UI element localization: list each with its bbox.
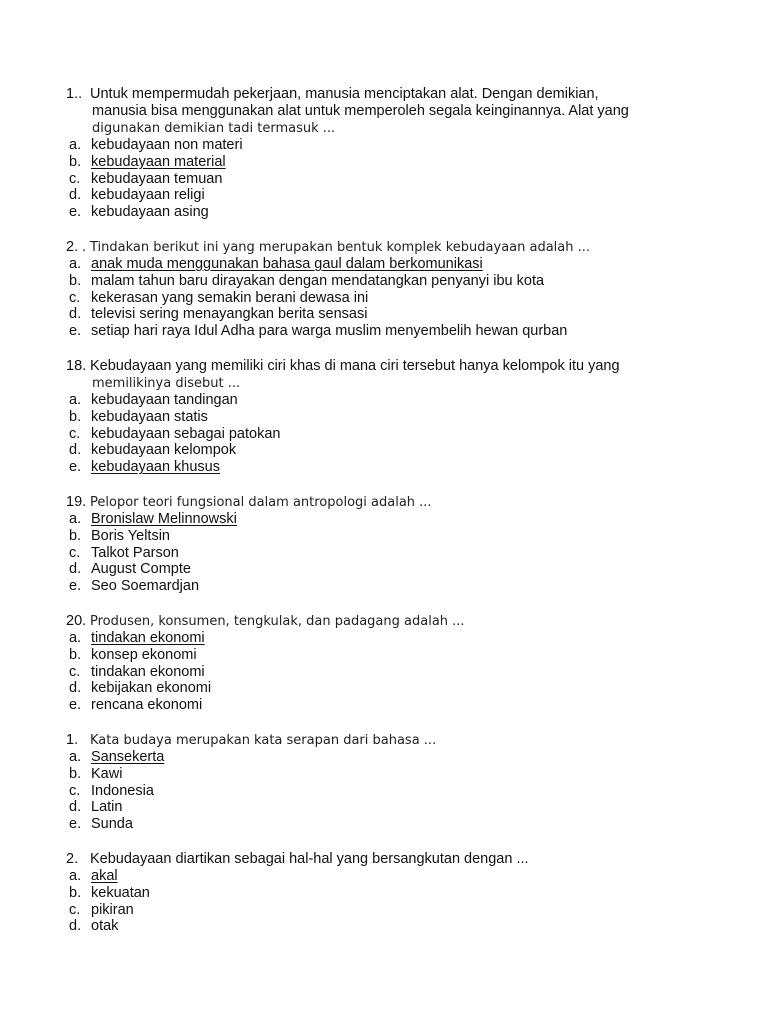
option-letter: e. (69, 697, 82, 714)
option-letter: a. (69, 391, 82, 408)
option-letter: c. (69, 782, 81, 799)
option-text: malam tahun baru dirayakan dengan mendatangkan penyanyi ibu kota (91, 272, 545, 289)
option-text: kebudayaan sebagai patokan (91, 425, 281, 442)
option-letter: b. (69, 765, 82, 782)
answer-option (0, 630, 768, 647)
answer-option (0, 273, 768, 290)
option-text-marked-answer: tindakan ekonomi (91, 629, 205, 646)
answer-option (0, 545, 768, 562)
question-stem-line (0, 86, 768, 103)
question-stem-text: memilikinya disebut ... (92, 375, 241, 391)
question-stem-line (0, 375, 768, 392)
answer-option (0, 647, 768, 664)
option-text-marked-answer: Bronislaw Melinnowski (91, 510, 237, 527)
option-text: kebudayaan non materi (91, 137, 243, 153)
question-item (0, 851, 768, 935)
option-text-marked-answer: anak muda menggunakan bahasa gaul dalam berkomunikasi (91, 255, 483, 272)
answer-option (0, 868, 768, 885)
option-letter: c. (69, 289, 81, 306)
answer-option (0, 680, 768, 697)
question-item (0, 613, 768, 714)
option-text: televisi sering menayangkan berita sensasi (91, 306, 368, 323)
option-letter: c. (69, 544, 81, 561)
question-item (0, 358, 768, 476)
option-letter: d. (69, 187, 82, 204)
answer-option (0, 137, 768, 154)
option-text: pikiran (91, 901, 134, 918)
option-text: Boris Yeltsin (91, 527, 170, 544)
answer-option (0, 306, 768, 323)
option-letter: d. (69, 442, 82, 459)
option-letter: b. (69, 408, 82, 425)
option-letter: a. (69, 255, 82, 272)
question-number: 2. . (66, 238, 87, 255)
option-letter: d. (69, 306, 82, 323)
option-letter: b. (69, 153, 82, 170)
option-text: Talkot Parson (91, 544, 179, 561)
option-letter: d. (69, 561, 82, 578)
option-text-marked-answer: kebudayaan khusus (91, 459, 220, 476)
answer-option (0, 799, 768, 816)
question-stem-line (0, 851, 768, 868)
option-letter: e. (69, 323, 82, 340)
option-letter: c. (69, 425, 81, 442)
option-letter: a. (69, 137, 82, 153)
answer-option (0, 290, 768, 307)
question-number: 19. (66, 493, 87, 510)
answer-option (0, 885, 768, 902)
question-stem-line (0, 239, 768, 256)
answer-option (0, 409, 768, 426)
answer-option (0, 204, 768, 221)
answer-option (0, 749, 768, 766)
option-text: kebudayaan statis (91, 408, 208, 425)
option-text: Indonesia (91, 782, 154, 799)
question-stem-text: Untuk mempermudah pekerjaan, manusia menciptakan alat. Dengan demikian, (90, 86, 599, 102)
option-text-marked-answer: akal (91, 867, 118, 884)
option-text: kekuatan (91, 884, 150, 901)
question-number: 2. (66, 850, 79, 867)
answer-option (0, 154, 768, 171)
option-letter: c. (69, 663, 81, 680)
question-stem-line (0, 120, 768, 137)
answer-option (0, 426, 768, 443)
question-stem-text: Tindakan berikut ini yang merupakan bentuk komplek kebudayaan adalah ... (90, 239, 591, 255)
option-letter: e. (69, 578, 82, 595)
option-letter: d. (69, 680, 82, 697)
option-text-marked-answer: Sansekerta (91, 748, 165, 765)
option-text: August Compte (91, 561, 191, 578)
answer-option (0, 697, 768, 714)
question-stem-line (0, 103, 768, 120)
question-stem-line (0, 732, 768, 749)
option-letter: a. (69, 748, 82, 765)
answer-option (0, 171, 768, 188)
option-letter: e. (69, 459, 82, 476)
option-letter: b. (69, 646, 82, 663)
question-stem-line (0, 358, 768, 375)
option-text: konsep ekonomi (91, 646, 197, 663)
question-item (0, 239, 768, 340)
answer-option (0, 783, 768, 800)
answer-option (0, 511, 768, 528)
question-number: 1. (66, 731, 79, 748)
option-letter: a. (69, 510, 82, 527)
question-document (0, 86, 768, 953)
question-stem-text: Pelopor teori fungsional dalam antropologi adalah ... (90, 494, 432, 510)
option-text: Latin (91, 799, 123, 816)
answer-option (0, 187, 768, 204)
option-letter: b. (69, 272, 82, 289)
answer-option (0, 256, 768, 273)
answer-option (0, 442, 768, 459)
option-text: otak (91, 918, 119, 935)
question-number: 18. (66, 357, 87, 374)
question-item (0, 494, 768, 595)
answer-option (0, 902, 768, 919)
option-text: kebijakan ekonomi (91, 680, 212, 697)
option-letter: d. (69, 799, 82, 816)
option-text: Sunda (91, 816, 133, 833)
question-item (0, 732, 768, 833)
question-stem-text: Kebudayaan diartikan sebagai hal-hal yang bersangkutan dengan ... (90, 850, 529, 867)
option-letter: c. (69, 901, 81, 918)
option-letter: b. (69, 884, 82, 901)
question-item (0, 86, 768, 221)
option-letter: e. (69, 816, 82, 833)
option-letter: e. (69, 204, 82, 221)
answer-option (0, 578, 768, 595)
answer-option (0, 528, 768, 545)
question-number: 20. (66, 612, 87, 629)
answer-option (0, 561, 768, 578)
option-text-marked-answer: kebudayaan material (91, 153, 226, 170)
question-number: 1.. (66, 86, 83, 102)
option-text: kebudayaan kelompok (91, 442, 237, 459)
option-letter: c. (69, 170, 81, 187)
answer-option (0, 918, 768, 935)
option-text: tindakan ekonomi (91, 663, 205, 680)
option-text: kekerasan yang semakin berani dewasa ini (91, 289, 369, 306)
answer-option (0, 323, 768, 340)
question-stem-text: digunakan demikian tadi termasuk ... (92, 121, 336, 136)
option-text: kebudayaan asing (91, 204, 209, 221)
answer-option (0, 459, 768, 476)
question-stem-line (0, 613, 768, 630)
question-stem-text: Kata budaya merupakan kata serapan dari bahasa ... (90, 732, 437, 748)
answer-option (0, 766, 768, 783)
answer-option (0, 816, 768, 833)
option-letter: b. (69, 527, 82, 544)
option-text: kebudayaan temuan (91, 170, 223, 187)
option-text: Seo Soemardjan (91, 578, 200, 595)
option-text: rencana ekonomi (91, 697, 203, 714)
answer-option (0, 392, 768, 409)
question-stem-text: manusia bisa menggunakan alat untuk memperoleh segala keinginannya. Alat yang (92, 103, 629, 119)
option-letter: d. (69, 918, 82, 935)
question-stem-line (0, 494, 768, 511)
answer-option (0, 664, 768, 681)
option-text: kebudayaan tandingan (91, 391, 238, 408)
option-letter: a. (69, 867, 82, 884)
option-text: setiap hari raya Idul Adha para warga muslim menyembelih hewan qurban (91, 323, 568, 340)
question-stem-text: Kebudayaan yang memiliki ciri khas di mana ciri tersebut hanya kelompok itu yang (90, 357, 620, 374)
option-letter: a. (69, 629, 82, 646)
question-stem-text: Produsen, konsumen, tengkulak, dan padagang adalah ... (90, 613, 465, 629)
option-text: kebudayaan religi (91, 187, 205, 204)
option-text: Kawi (91, 765, 123, 782)
